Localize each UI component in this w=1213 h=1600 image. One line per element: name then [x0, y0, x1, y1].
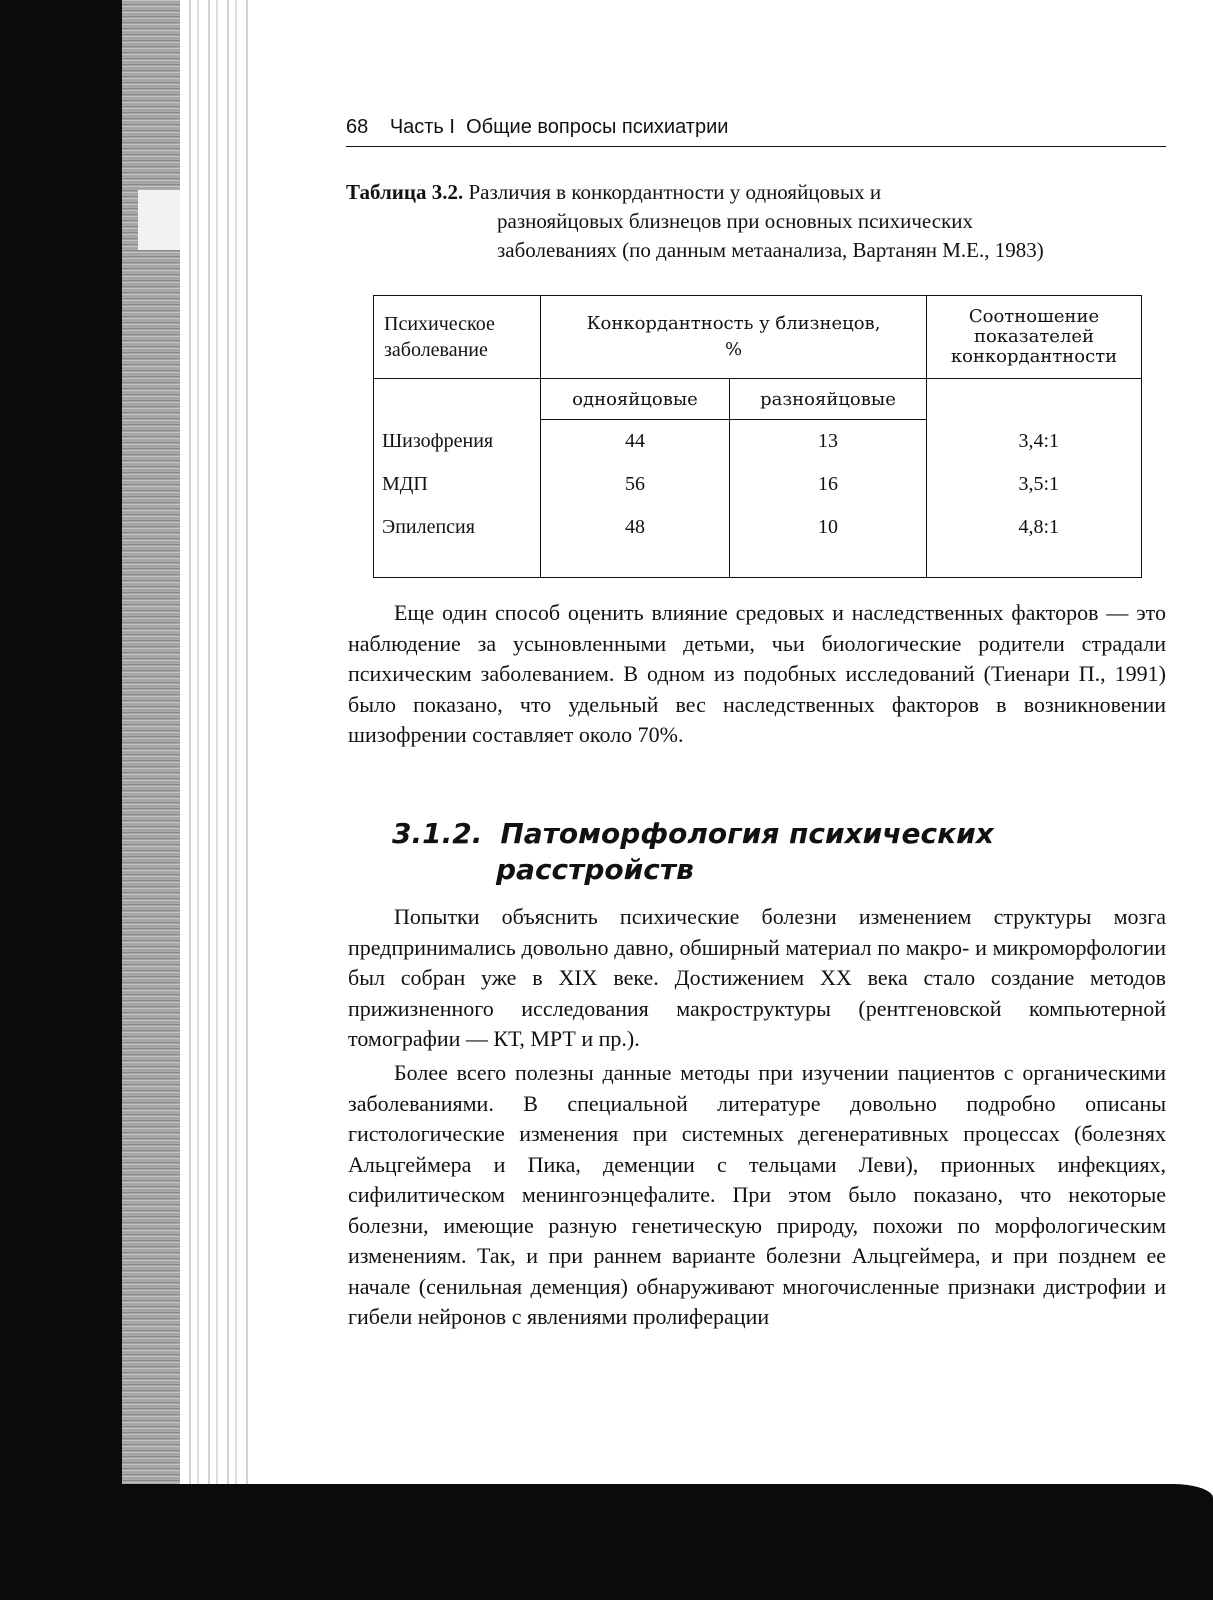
ratio-cell: 3,4:1	[927, 420, 1142, 464]
concordance-table	[373, 295, 1142, 578]
col-ratio-header: Соотношение показателей конкордантности	[927, 296, 1142, 379]
col-mz-header: однояйцовые	[541, 379, 730, 420]
table-row	[374, 463, 1142, 506]
mz-cell: 44	[541, 420, 730, 464]
table-caption-line3: заболеваниях (по данным метаанализа, Вартанян М.Е., 1983)	[497, 238, 1044, 262]
disease-cell: Эпилепсия	[374, 506, 541, 549]
table-row	[374, 506, 1142, 549]
disease-cell: Шизофрения	[374, 420, 541, 464]
paragraph-3-text: Более всего полезны данные методы при изучении пациентов с органическими заболеваниями. В специальной литературе довольно подробно описаны гистологические изменения при системных дегенеративных процессах (болезнях Альцгеймера и Пика, деменции с тельцами Леви), прионных инфекциях, сифилитическом менингоэнцефалите. При этом было показано, что некоторые болезни, имеющие разную генетическую природу, похожи по морфологическим изменениям. Так, и при раннем варианте болезни Альцгеймера, и при позднем ее начале (сенильная деменция) обнаруживают многочисленные признаки дистрофии и гибели нейронов с явлениями пролиферации	[348, 1060, 1166, 1329]
dz-cell: 10	[730, 506, 927, 549]
table-caption-line1: Различия в конкордантности у однояйцовых и	[468, 180, 882, 204]
disease-cell: МДП	[374, 463, 541, 506]
scan-left-edge	[0, 0, 122, 1600]
section-title-line2: расстройств	[496, 853, 694, 886]
section-number: 3.1.2.	[392, 817, 483, 850]
dz-cell: 13	[730, 420, 927, 464]
scan-bottom-edge	[0, 1484, 1213, 1600]
header-rule	[346, 146, 1166, 147]
body-paragraph-3	[348, 1058, 1166, 1333]
dz-cell: 16	[730, 463, 927, 506]
table-caption-line2: разнояйцовых близнецов при основных психических	[497, 209, 974, 233]
page-gutter	[180, 0, 248, 1490]
col-disease-header: Психическое заболевание	[374, 296, 541, 379]
empty-cell	[927, 379, 1142, 420]
table-subheader-row	[374, 379, 1142, 420]
paragraph-1-text: Еще один способ оценить влияние средовых и наследственных факторов — это наблюдение за усыновленными детьми, чьи биологические родители страдали психическим заболеванием. В одном из подобных исследований (Тиенари П., 1991) было показано, что удельный вес наследственных факторов в возникновении шизофрении составляет около 70%.	[348, 600, 1166, 747]
paragraph-2-text: Попытки объяснить психические болезни изменением структуры мозга предпринимались довольно давно, обширный материал по макро- и микроморфологии был собран уже в XIX веке. Достижением XX века стало создание методов прижизненного исследования макроструктуры (рентгеновской компьютерной томографии — КТ, МРТ и пр.).	[348, 904, 1166, 1051]
mz-cell: 56	[541, 463, 730, 506]
running-title: Часть I Общие вопросы психиатрии	[389, 116, 729, 138]
table-header-row	[374, 296, 1142, 379]
table-padding-row	[374, 549, 1142, 578]
empty-cell	[374, 379, 541, 420]
col-concordance-header: Конкордантность у близнецов, %	[541, 296, 927, 379]
ratio-cell: 3,5:1	[927, 463, 1142, 506]
section-heading	[392, 816, 1092, 888]
spine-highlight	[138, 190, 180, 250]
page-number: 68	[346, 116, 369, 138]
body-paragraph-2	[348, 902, 1166, 1055]
table-caption	[346, 178, 1166, 265]
col-dz-header: разнояйцовые	[730, 379, 927, 420]
mz-cell: 48	[541, 506, 730, 549]
running-head	[346, 116, 1176, 139]
table-row	[374, 420, 1142, 464]
ratio-cell: 4,8:1	[927, 506, 1142, 549]
body-paragraph-1	[348, 598, 1166, 751]
table-caption-label: Таблица 3.2.	[346, 180, 464, 204]
section-title-line1: Патоморфология психических	[500, 817, 994, 850]
